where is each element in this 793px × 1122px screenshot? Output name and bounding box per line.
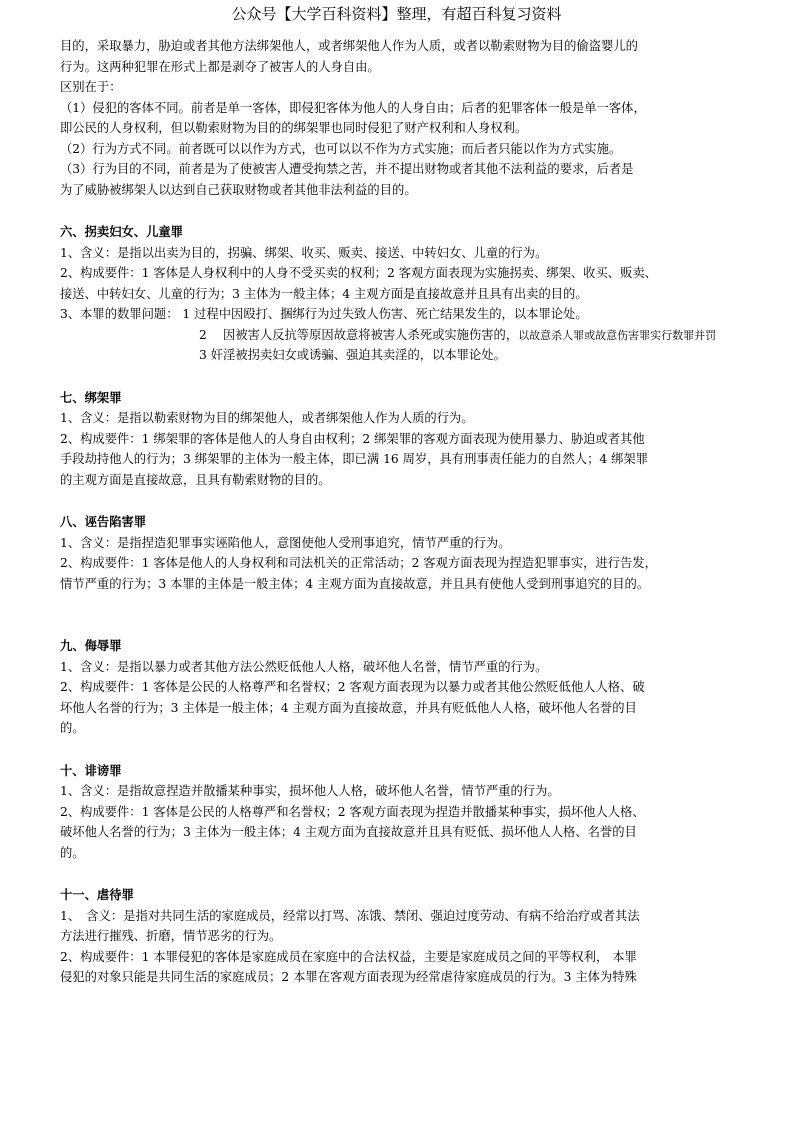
sub-item-line xyxy=(60,325,780,346)
text-line: 的。 xyxy=(60,845,85,860)
document-body xyxy=(60,36,780,988)
text-line: 1、含义：是指以暴力或者其他方法公然贬低他人人格，破坏他人名誉，情节严重的行为。 xyxy=(60,659,548,674)
text-line: 目的，采取暴力，胁迫或者其他方法绑架他人，或者绑架他人作为人质，或者以勒索财物为目的偷盗婴儿的 xyxy=(60,39,638,53)
text-line: 2、构成要件：1 绑架罪的客体是他人的人身自由权利；2 绑架罪的客观方面表现为使用暴力、胁迫或者其他 xyxy=(60,431,645,446)
section-heading: 十、诽谤罪 xyxy=(60,762,122,778)
text-line: （2）行为方式不同。前者既可以以作为方式，也可以以不作为方式实施；而后者只能以作为方式实施。 xyxy=(60,141,622,156)
section-heading: 八、诬告陷害罪 xyxy=(60,514,147,529)
section-9 xyxy=(60,636,780,739)
text-line: 1、含义：是指以出卖为目的，拐骗、绑架、收买、贩卖、接送、中转妇女、儿童的行为。 xyxy=(60,245,548,260)
section-8 xyxy=(60,512,780,594)
text-line: 接送、中转妇女、儿童的行为；3 主体为一般主体；4 主观方面是直接故意并且具有出卖的目的。 xyxy=(60,286,588,301)
text-line: 的主观方面是直接故意，且具有勒索财物的目的。 xyxy=(60,472,331,487)
text-line: 坏他人名誉的行为；3 主体是一般主体；4 主观方面为直接故意，并具有贬低他人人格，破坏他人名誉的目 xyxy=(60,700,637,715)
section-heading: 七、绑架罪 xyxy=(60,389,122,405)
page-header: 公众号【大学百科资料】整理，有超百科复习资料 xyxy=(231,5,562,23)
text-line: 侵犯的对象只能是共同生活的家庭成员；2 本罪在客观方面表现为经常虐待家庭成员的行为。3 主体为特殊 xyxy=(60,970,637,984)
text-line: 破坏他人名誉的行为；3 主体为一般主体；4 主观方面为直接故意并且具有贬低、损坏他人人格、名誉的目 xyxy=(60,825,637,839)
intro-block xyxy=(60,36,780,200)
text-line: 2、构成要件：1 客体是公民的人格尊严和名誉权；2 客观方面表现为捏造并散播某种事实，损坏他人人格、 xyxy=(60,804,645,819)
text-line: 手段劫持他人的行为；3 绑架罪的主体为一般主体，即已满 16 周岁，具有刑事责任能力的自然人；4 绑架罪 xyxy=(60,452,648,466)
text-line: 1、含义：是指捏造犯罪事实诬陷他人，意图使他人受刑事追究，情节严重的行为。 xyxy=(60,535,511,550)
text-line: 行为。这两种犯罪在形式上都是剥夺了被害人的人身自由。 xyxy=(60,59,380,74)
sub-item-note: 以故意杀人罪或故意伤害罪实行数罪并罚 xyxy=(518,328,717,342)
text-line: 区别在于： xyxy=(60,80,122,94)
section-heading: 六、拐卖妇女、儿童罪 xyxy=(60,224,183,239)
text-line: 2、构成要件：1 本罪侵犯的客体是家庭成员在家庭中的合法权益，主要是家庭成员之间的平等权利， 本罪 xyxy=(60,949,637,964)
text-line: 的。 xyxy=(60,721,85,735)
text-line: 2、构成要件：1 客体是人身权利中的人身不受买卖的权利；2 客观方面表现为实施拐卖、绑架、收买、贩卖、 xyxy=(60,266,657,280)
text-line: 为了威胁被绑架人以达到自己获取财物或者其他非法利益的目的。 xyxy=(60,182,417,197)
section-11 xyxy=(60,885,780,988)
text-line: 1、 含义：是指对共同生活的家庭成员，经常以打骂、冻饿、禁闭、强迫过度劳动、有病不给治疗或者其法 xyxy=(60,908,640,923)
text-line: 方法进行摧残、折磨，情节恶劣的行为。 xyxy=(60,929,282,943)
text-line: 1、含义：是指以勒索财物为目的绑架他人，或者绑架他人作为人质的行为。 xyxy=(60,411,474,425)
text-line: 3、本罪的数罪问题： 1 过程中因殴打、捆绑行为过失致人伤害、死亡结果发生的，以本罪论处。 xyxy=(60,307,588,321)
text-line: 1、含义：是指故意捏造并散播某种事实，损坏他人人格，破坏他人名誉，情节严重的行为。 xyxy=(60,784,560,798)
text-line: 情节严重的行为；3 本罪的主体是一般主体；4 主观方面为直接故意，并且具有使他人受到刑事追究的目的。 xyxy=(60,576,650,591)
text-line: （3）行为目的不同，前者是为了使被害人遭受拘禁之苦，并不提出财物或者其他不法利益的要求，后者是 xyxy=(60,162,634,176)
section-heading: 九、侮辱罪 xyxy=(60,638,122,653)
sub-item-line: 3 奸淫被拐卖妇女或诱骗、强迫其卖淫的，以本罪论处。 xyxy=(199,348,506,362)
text-line: 2、构成要件：1 客体是他人的人身权利和司法机关的正常活动；2 客观方面表现为捏造犯罪事实，进行告发， xyxy=(60,556,657,570)
section-heading: 十一、虐待罪 xyxy=(60,887,134,902)
text-line: 即公民的人身权利，但以勒索财物为目的的绑架罪也同时侵犯了财产权利和人身权利。 xyxy=(60,121,528,135)
sub-item-text: 2 因被害人反抗等原因故意将被害人杀死或实施伤害的， xyxy=(199,327,519,342)
text-line: 2、构成要件：1 客体是公民的人格尊严和名誉权；2 客观方面表现为以暴力或者其他公然贬低他人人格、破 xyxy=(60,680,645,694)
text-line: （1）侵犯的客体不同。前者是单一客体，即侵犯客体为他人的人身自由；后者的犯罪客体一般是单一客体， xyxy=(60,100,646,115)
section-10 xyxy=(60,761,780,864)
section-7 xyxy=(60,388,780,491)
section-6 xyxy=(60,222,780,366)
